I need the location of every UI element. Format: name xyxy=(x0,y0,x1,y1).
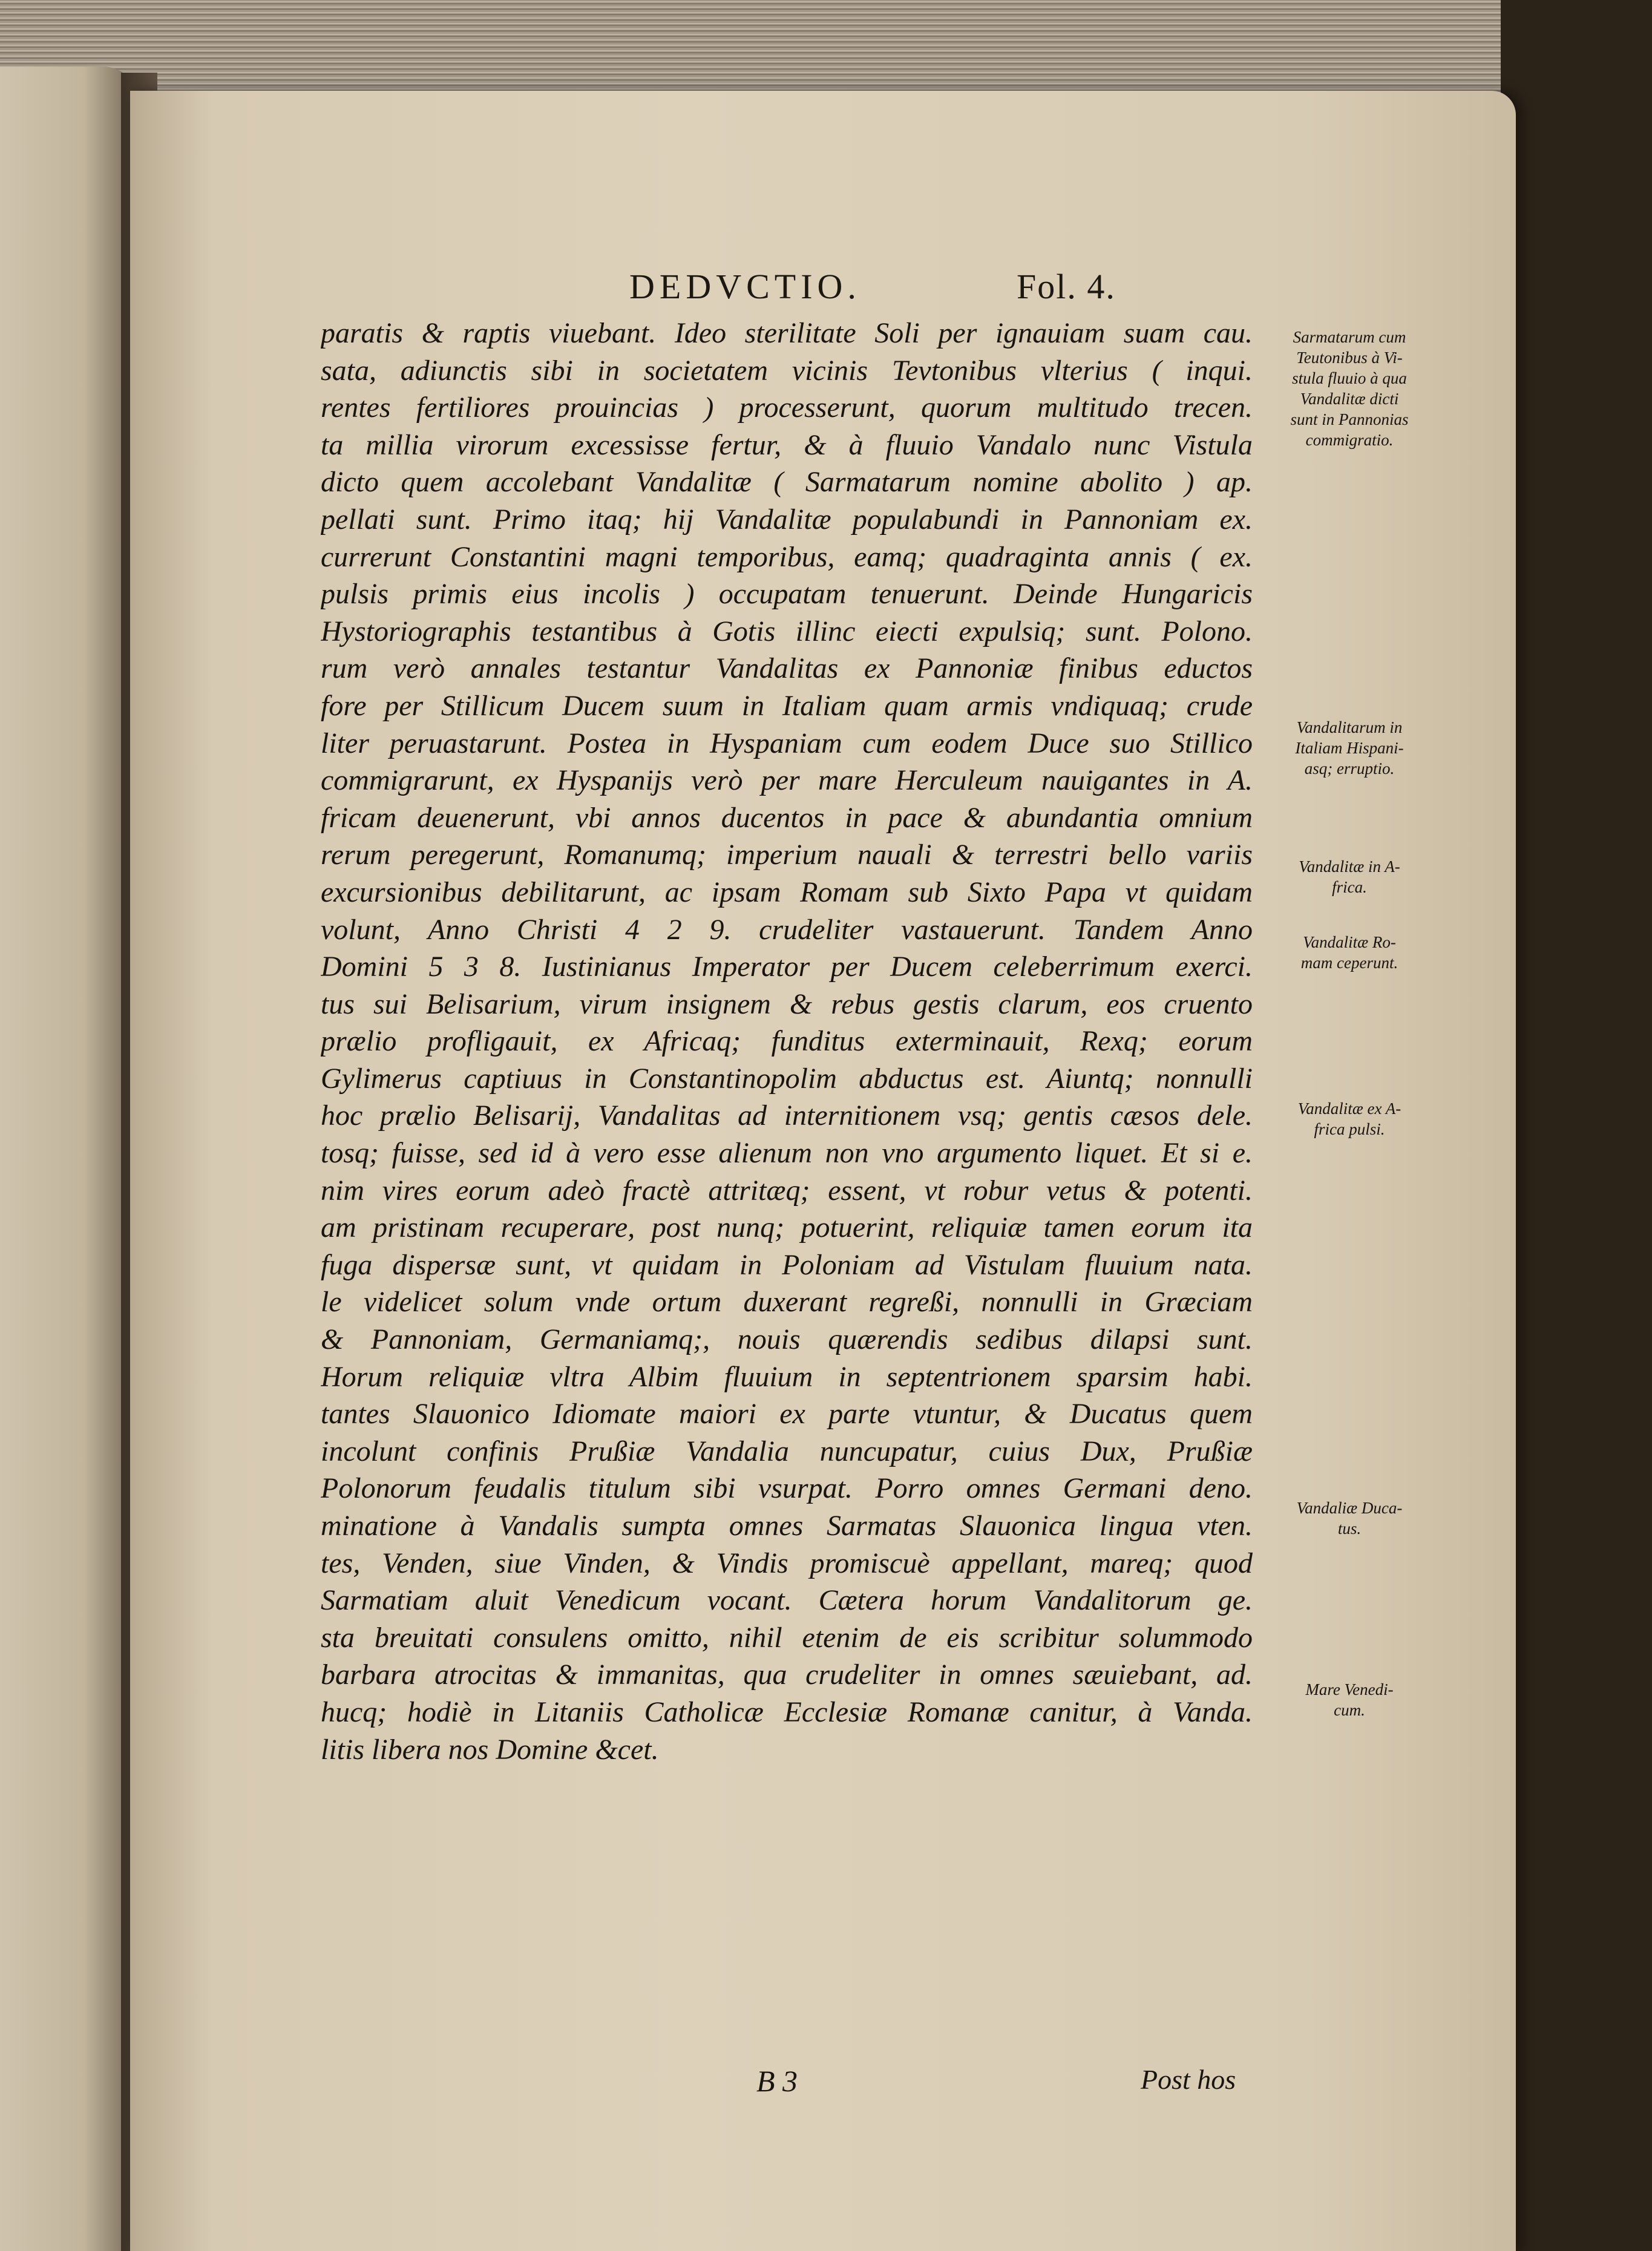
text-line: hoc prælio Belisarij, Vandalitas ad internitionem vsq; gentis cæsos dele. xyxy=(321,1099,1253,1132)
text-line: ta millia virorum excessisse fertur, & à fluuio Vandalo nunc Vistula xyxy=(321,428,1253,461)
text-line: le videlicet solum vnde ortum duxerant regreßi, nonnulli in Græciam xyxy=(321,1286,1253,1319)
text-line: tus sui Belisarium, virum insignem & rebus gestis clarum, eos cruento xyxy=(321,988,1253,1020)
folio-number: Fol. 4. xyxy=(1017,267,1116,306)
marginal-note-line: cum. xyxy=(1334,1701,1365,1719)
text-line: minatione à Vandalis sumpta omnes Sarmatas Slauonica lingua vten. xyxy=(321,1510,1253,1542)
marginal-note-line: Vandalitæ in A- xyxy=(1299,857,1400,876)
marginal-note-line: Vandaliæ Duca- xyxy=(1296,1499,1403,1517)
text-line: Gylimerus captiuus in Constantinopolim abductus est. Aiuntq; nonnulli xyxy=(321,1062,1253,1095)
text-line: & Pannoniam, Germaniamq;, nouis quærendis sedibus dilapsi sunt. xyxy=(321,1323,1253,1356)
text-line: excursionibus debilitarunt, ac ipsam Romam sub Sixto Papa vt quidam xyxy=(321,876,1253,908)
text-line: Sarmatiam aluit Venedicum vocant. Cætera horum Vandalitorum ge. xyxy=(321,1584,1253,1617)
running-head-title: DEDVCTIO. xyxy=(629,267,861,306)
text-line: volunt, Anno Christi 4 2 9. crudeliter vastauerunt. Tandem Anno xyxy=(321,913,1253,946)
marginal-note xyxy=(1253,1498,1446,1539)
text-line: commigrarunt, ex Hyspanijs verò per mare Herculeum nauigantes in A. xyxy=(321,764,1253,797)
marginal-note-line: sunt in Pannonias xyxy=(1290,410,1409,428)
text-line: currerunt Constantini magni temporibus, eamq; quadraginta annis ( ex. xyxy=(321,540,1253,573)
marginal-note-line: frica. xyxy=(1332,878,1367,896)
marginal-note-line: frica pulsi. xyxy=(1314,1120,1385,1138)
marginal-note-line: tus. xyxy=(1337,1519,1362,1538)
text-line: nim vires eorum adeò fractè attritæq; essent, vt robur vetus & potenti. xyxy=(321,1174,1253,1207)
marginal-note-line: Italiam Hispani- xyxy=(1295,739,1404,757)
text-line: dicto quem accolebant Vandalitæ ( Sarmatarum nomine abolito ) ap. xyxy=(321,466,1253,499)
running-head xyxy=(629,266,1271,315)
text-line: rerum peregerunt, Romanumq; imperium nauali & terrestri bello variis xyxy=(321,839,1253,871)
text-line: barbara atrocitas & immanitas, qua crudeliter in omnes sæuiebant, ad. xyxy=(321,1659,1253,1691)
text-line: tosq; fuisse, sed id à vero esse alienum non vno argumento liquet. Et si e. xyxy=(321,1137,1253,1170)
text-line: litis libera nos Domine &cet. xyxy=(321,1733,659,1766)
text-line: tes, Venden, siue Vinden, & Vindis promiscuè appellant, mareq; quod xyxy=(321,1547,1253,1579)
body-text xyxy=(321,315,1253,1768)
text-line: fricam deuenerunt, vbi annos ducentos in pace & abundantia omnium xyxy=(321,801,1253,834)
text-line: incolunt confinis Prußiæ Vandalia nuncupatur, cuius Dux, Prußiæ xyxy=(321,1435,1253,1467)
marginal-note-line: Vandalitæ ex A- xyxy=(1297,1099,1401,1118)
text-line: prælio profligauit, ex Africaq; funditus exterminauit, Rexq; eorum xyxy=(321,1025,1253,1058)
marginal-note-line: Teutonibus à Vi- xyxy=(1296,349,1403,367)
catchword: Post hos xyxy=(1141,2064,1236,2095)
text-line: Domini 5 3 8. Iustinianus Imperator per Ducem celeberrimum exerci. xyxy=(321,951,1253,983)
marginal-note xyxy=(1253,932,1446,973)
text-line: sta breuitati consulens omitto, nihil etenim de eis scribitur solummodo xyxy=(321,1621,1253,1654)
marginal-note-line: Sarmatarum cum xyxy=(1293,328,1406,346)
text-line: pellati sunt. Primo itaq; hij Vandalitæ populabundi in Pannoniam ex. xyxy=(321,503,1253,536)
marginal-note xyxy=(1253,856,1446,897)
marginal-note xyxy=(1253,1098,1446,1139)
marginal-note-line: stula fluuio à qua xyxy=(1292,369,1407,387)
text-line: sata, adiunctis sibi in societatem vicinis Tevtonibus vlterius ( inqui. xyxy=(321,354,1253,387)
marginal-note xyxy=(1253,1679,1446,1720)
text-line: Horum reliquiæ vltra Albim fluuium in septentrionem sparsim habi. xyxy=(321,1360,1253,1393)
text-line: rentes fertiliores prouincias ) processerunt, quorum multitudo trecen. xyxy=(321,392,1253,424)
text-line: pulsis primis eius incolis ) occupatam tenuerunt. Deinde Hungaricis xyxy=(321,578,1253,611)
marginal-note-line: commigratio. xyxy=(1305,431,1394,449)
text-line: hucq; hodiè in Litaniis Catholicæ Ecclesiæ Romanæ canitur, à Vanda. xyxy=(321,1696,1253,1728)
marginal-note xyxy=(1253,717,1446,779)
text-line: tantes Slauonico Idiomate maiori ex parte vtuntur, & Ducatus quem xyxy=(321,1398,1253,1430)
text-line: liter peruastarunt. Postea in Hyspaniam cum eodem Duce suo Stillico xyxy=(321,727,1253,759)
text-line: fuga dispersæ sunt, vt quidam in Poloniam ad Vistulam fluuium nata. xyxy=(321,1248,1253,1281)
text-line: fore per Stillicum Ducem suum in Italiam quam armis vndiquaq; crude xyxy=(321,689,1253,722)
marginal-note-line: Vandalitæ dicti xyxy=(1300,390,1399,408)
text-line: am pristinam recuperare, post nunq; potuerint, reliquiæ tamen eorum ita xyxy=(321,1211,1253,1244)
marginal-note-line: asq; erruptio. xyxy=(1304,759,1395,778)
text-line: Polonorum feudalis titulum sibi vsurpat. Porro omnes Germani deno. xyxy=(321,1472,1253,1505)
text-line: Hystoriographis testantibus à Gotis illinc eiecti expulsiq; sunt. Polono. xyxy=(321,615,1253,647)
left-page-edge xyxy=(0,67,139,2251)
marginal-note-line: mam ceperunt. xyxy=(1300,954,1398,972)
marginal-note-line: Mare Venedi- xyxy=(1305,1680,1394,1699)
marginal-note-line: Vandalitarum in xyxy=(1296,718,1403,736)
marginal-note-line: Vandalitæ Ro- xyxy=(1303,933,1396,951)
text-line: rum verò annales testantur Vandalitas ex Pannoniæ finibus eductos xyxy=(321,652,1253,685)
signature-mark: B 3 xyxy=(756,2064,798,2098)
marginal-note xyxy=(1253,327,1446,450)
text-line: paratis & raptis viuebant. Ideo sterilitate Soli per ignauiam suam cau. xyxy=(321,317,1253,349)
